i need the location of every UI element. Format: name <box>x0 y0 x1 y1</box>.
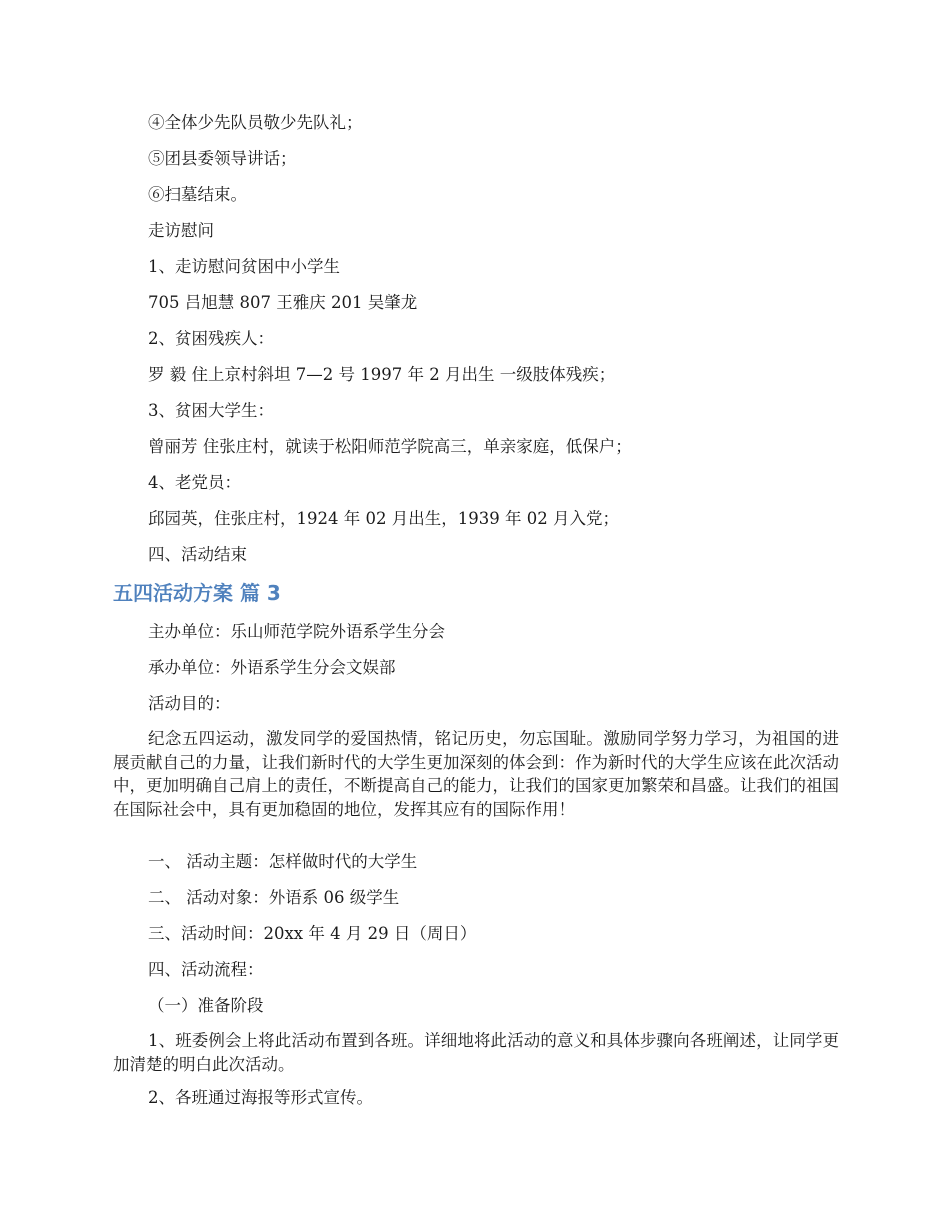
audience-line: 二、 活动对象：外语系 06 级学生 <box>148 888 400 907</box>
subheading: 走访慰问 <box>148 221 214 240</box>
step-paragraph: 1、班委例会上将此活动布置到各班。详细地将此活动的意义和具体步骤向各班阐述，让同学更加清楚的明白此次活动。 <box>113 1031 839 1074</box>
list-line: ⑤团县委领导讲话； <box>148 149 297 168</box>
list-line: 3、贫困大学生： <box>148 401 274 420</box>
theme-line: 一、 活动主题：怎样做时代的大学生 <box>148 852 418 871</box>
list-line: 2、贫困残疾人： <box>148 329 274 348</box>
stage-line: （一）准备阶段 <box>148 996 264 1015</box>
step-line: 2、各班通过海报等形式宣传。 <box>148 1088 373 1107</box>
list-line: 705 吕旭慧 807 王雅庆 201 吴肇龙 <box>148 293 418 312</box>
list-line: ⑥扫墓结束。 <box>148 185 247 204</box>
time-line: 三、活动时间：20xx 年 4 月 29 日（周日） <box>148 924 477 943</box>
list-line: 四、活动结束 <box>148 545 247 564</box>
list-line: ④全体少先队员敬少先队礼； <box>148 113 363 132</box>
section-heading: 五四活动方案 篇 3 <box>113 581 281 605</box>
purpose-paragraph: 纪念五四运动，激发同学的爱国热情，铭记历史，勿忘国耻。激励同学努力学习，为祖国的进展贡献自己的力量，让我们新时代的大学生更加深刻的体会到：作为新时代的大学生应该在此次活动中，更加明确自己肩上的责任，不断提高自己的能力，让我们的国家更加繁荣和昌盛。让我们的祖国在国际社会中，具有更加稳固的地位，发挥其应有的国际作用！ <box>113 729 839 819</box>
list-line: 1、走访慰问贫困中小学生 <box>148 257 340 276</box>
organizer-line: 主办单位：乐山师范学院外语系学生分会 <box>148 622 445 641</box>
list-line: 4、老党员： <box>148 473 241 492</box>
list-line: 罗 毅 住上京村斜坦 7—2 号 1997 年 2 月出生 一级肢体残疾； <box>148 365 616 384</box>
purpose-label: 活动目的： <box>148 694 231 713</box>
co-organizer-line: 承办单位：外语系学生分会文娱部 <box>148 658 396 677</box>
process-line: 四、活动流程： <box>148 960 264 979</box>
list-line: 邱园英，住张庄村，1924 年 02 月出生，1939 年 02 月入党； <box>148 509 619 528</box>
list-line: 曾丽芳 住张庄村，就读于松阳师范学院高三，单亲家庭，低保户； <box>148 437 632 456</box>
